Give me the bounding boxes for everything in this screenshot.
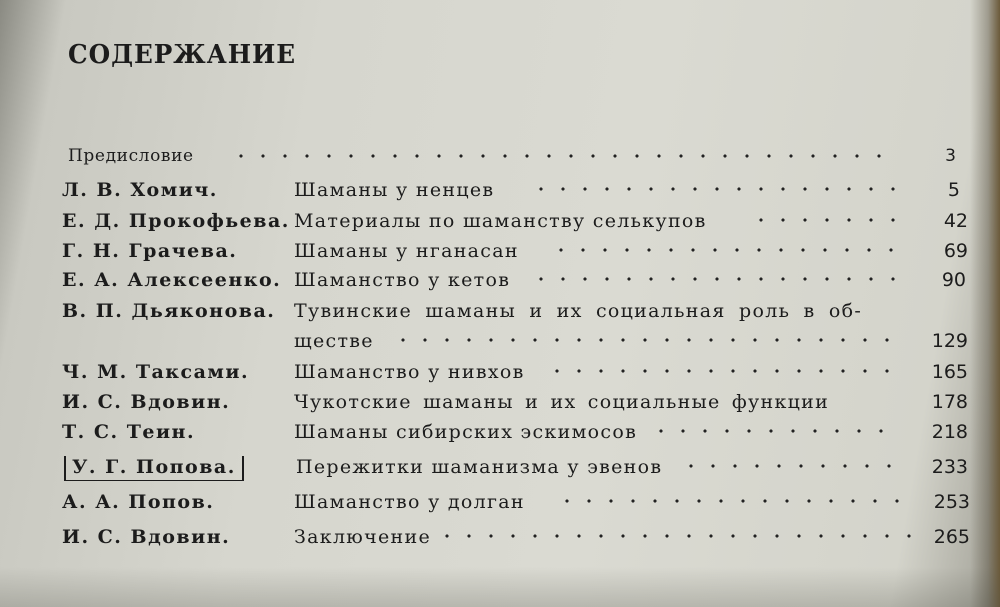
toc-entry	[0, 296, 1000, 328]
toc-entry-page: 165	[931, 361, 968, 383]
toc-entry-author: Ч. М. Таксами.	[62, 361, 250, 383]
toc-entry-page: 178	[931, 391, 968, 413]
toc-entry-page: 42	[943, 210, 968, 232]
toc-entry	[0, 206, 1000, 238]
dot-leader	[230, 154, 890, 158]
toc-entry-title: Шаманы у ненцев	[294, 179, 495, 201]
toc-entry-page: 253	[933, 491, 970, 513]
toc-entry-title: Шаманство у кетов	[294, 269, 511, 291]
toc-entry-title: Шаманство у нивхов	[294, 361, 525, 383]
toc-entry	[0, 417, 1000, 449]
toc-entry-title: Шаманы у нганасан	[294, 240, 519, 262]
dot-leader	[556, 499, 906, 503]
toc-entry-title: Чукотские шаманы и их социальные функции	[294, 391, 830, 413]
dot-leader	[392, 338, 892, 342]
dot-leader	[680, 464, 900, 468]
toc-entry-author: Л. В. Хомич.	[62, 179, 218, 201]
toc-entry	[0, 487, 1000, 519]
toc-entry	[0, 387, 1000, 419]
toc-entry-author: А. А. Попов.	[62, 491, 215, 513]
dot-leader	[530, 187, 910, 191]
toc-entry-title: Пережитки шаманизма у эвенов	[296, 456, 663, 478]
toc-entry	[0, 175, 1000, 207]
toc-entry-author: И. С. Вдовин.	[62, 526, 231, 548]
toc-entry-title: Шаманы сибирских эскимосов	[294, 421, 638, 443]
toc-entry-preface	[0, 142, 1000, 174]
contents-heading: СОДЕРЖАНИЕ	[68, 40, 297, 70]
toc-entry-title: Тувинские шаманы и их социальная роль в об-	[294, 300, 863, 322]
toc-entry	[0, 452, 1000, 484]
toc-entry-title: Шаманство у долган	[294, 491, 525, 513]
toc-entry-author: В. П. Дьяконова.	[62, 300, 276, 322]
toc-entry-author: Е. Д. Прокофьева.	[62, 210, 290, 232]
toc-entry-title: Предисловие	[68, 146, 194, 166]
toc-entry-author: И. С. Вдовин.	[62, 391, 231, 413]
toc-entry	[0, 522, 1000, 554]
toc-entry-page: 69	[943, 240, 968, 262]
toc-entry-author-boxed: У. Г. Попова.	[64, 456, 244, 481]
dot-leader	[436, 534, 916, 538]
toc-entry-page: 218	[931, 421, 968, 443]
dot-leader	[546, 369, 896, 373]
dot-leader	[550, 248, 910, 252]
toc-entry-title: Заключение	[294, 526, 432, 548]
toc-entry-title: ществе	[294, 330, 374, 352]
dot-leader	[650, 429, 900, 433]
toc-entry-page: 90	[941, 269, 966, 291]
toc-entry-page: 233	[931, 456, 968, 478]
dot-leader	[530, 277, 910, 281]
toc-entry	[0, 236, 1000, 268]
toc-entry-title: Материалы по шаманству селькупов	[294, 210, 707, 232]
toc-entry	[0, 265, 1000, 297]
toc-entry-page: 129	[931, 330, 968, 352]
toc-entry-author: Г. Н. Грачева.	[62, 240, 238, 262]
toc-entry	[0, 357, 1000, 389]
dot-leader	[750, 218, 910, 222]
toc-entry-page: 3	[945, 146, 956, 166]
toc-entry-author: Е. А. Алексеенко.	[62, 269, 282, 291]
toc-entry-page: 5	[947, 179, 960, 201]
toc-entry-author: Т. С. Теин.	[62, 421, 196, 443]
toc-entry-continuation	[0, 326, 1000, 358]
toc-entry-page: 265	[933, 526, 970, 548]
